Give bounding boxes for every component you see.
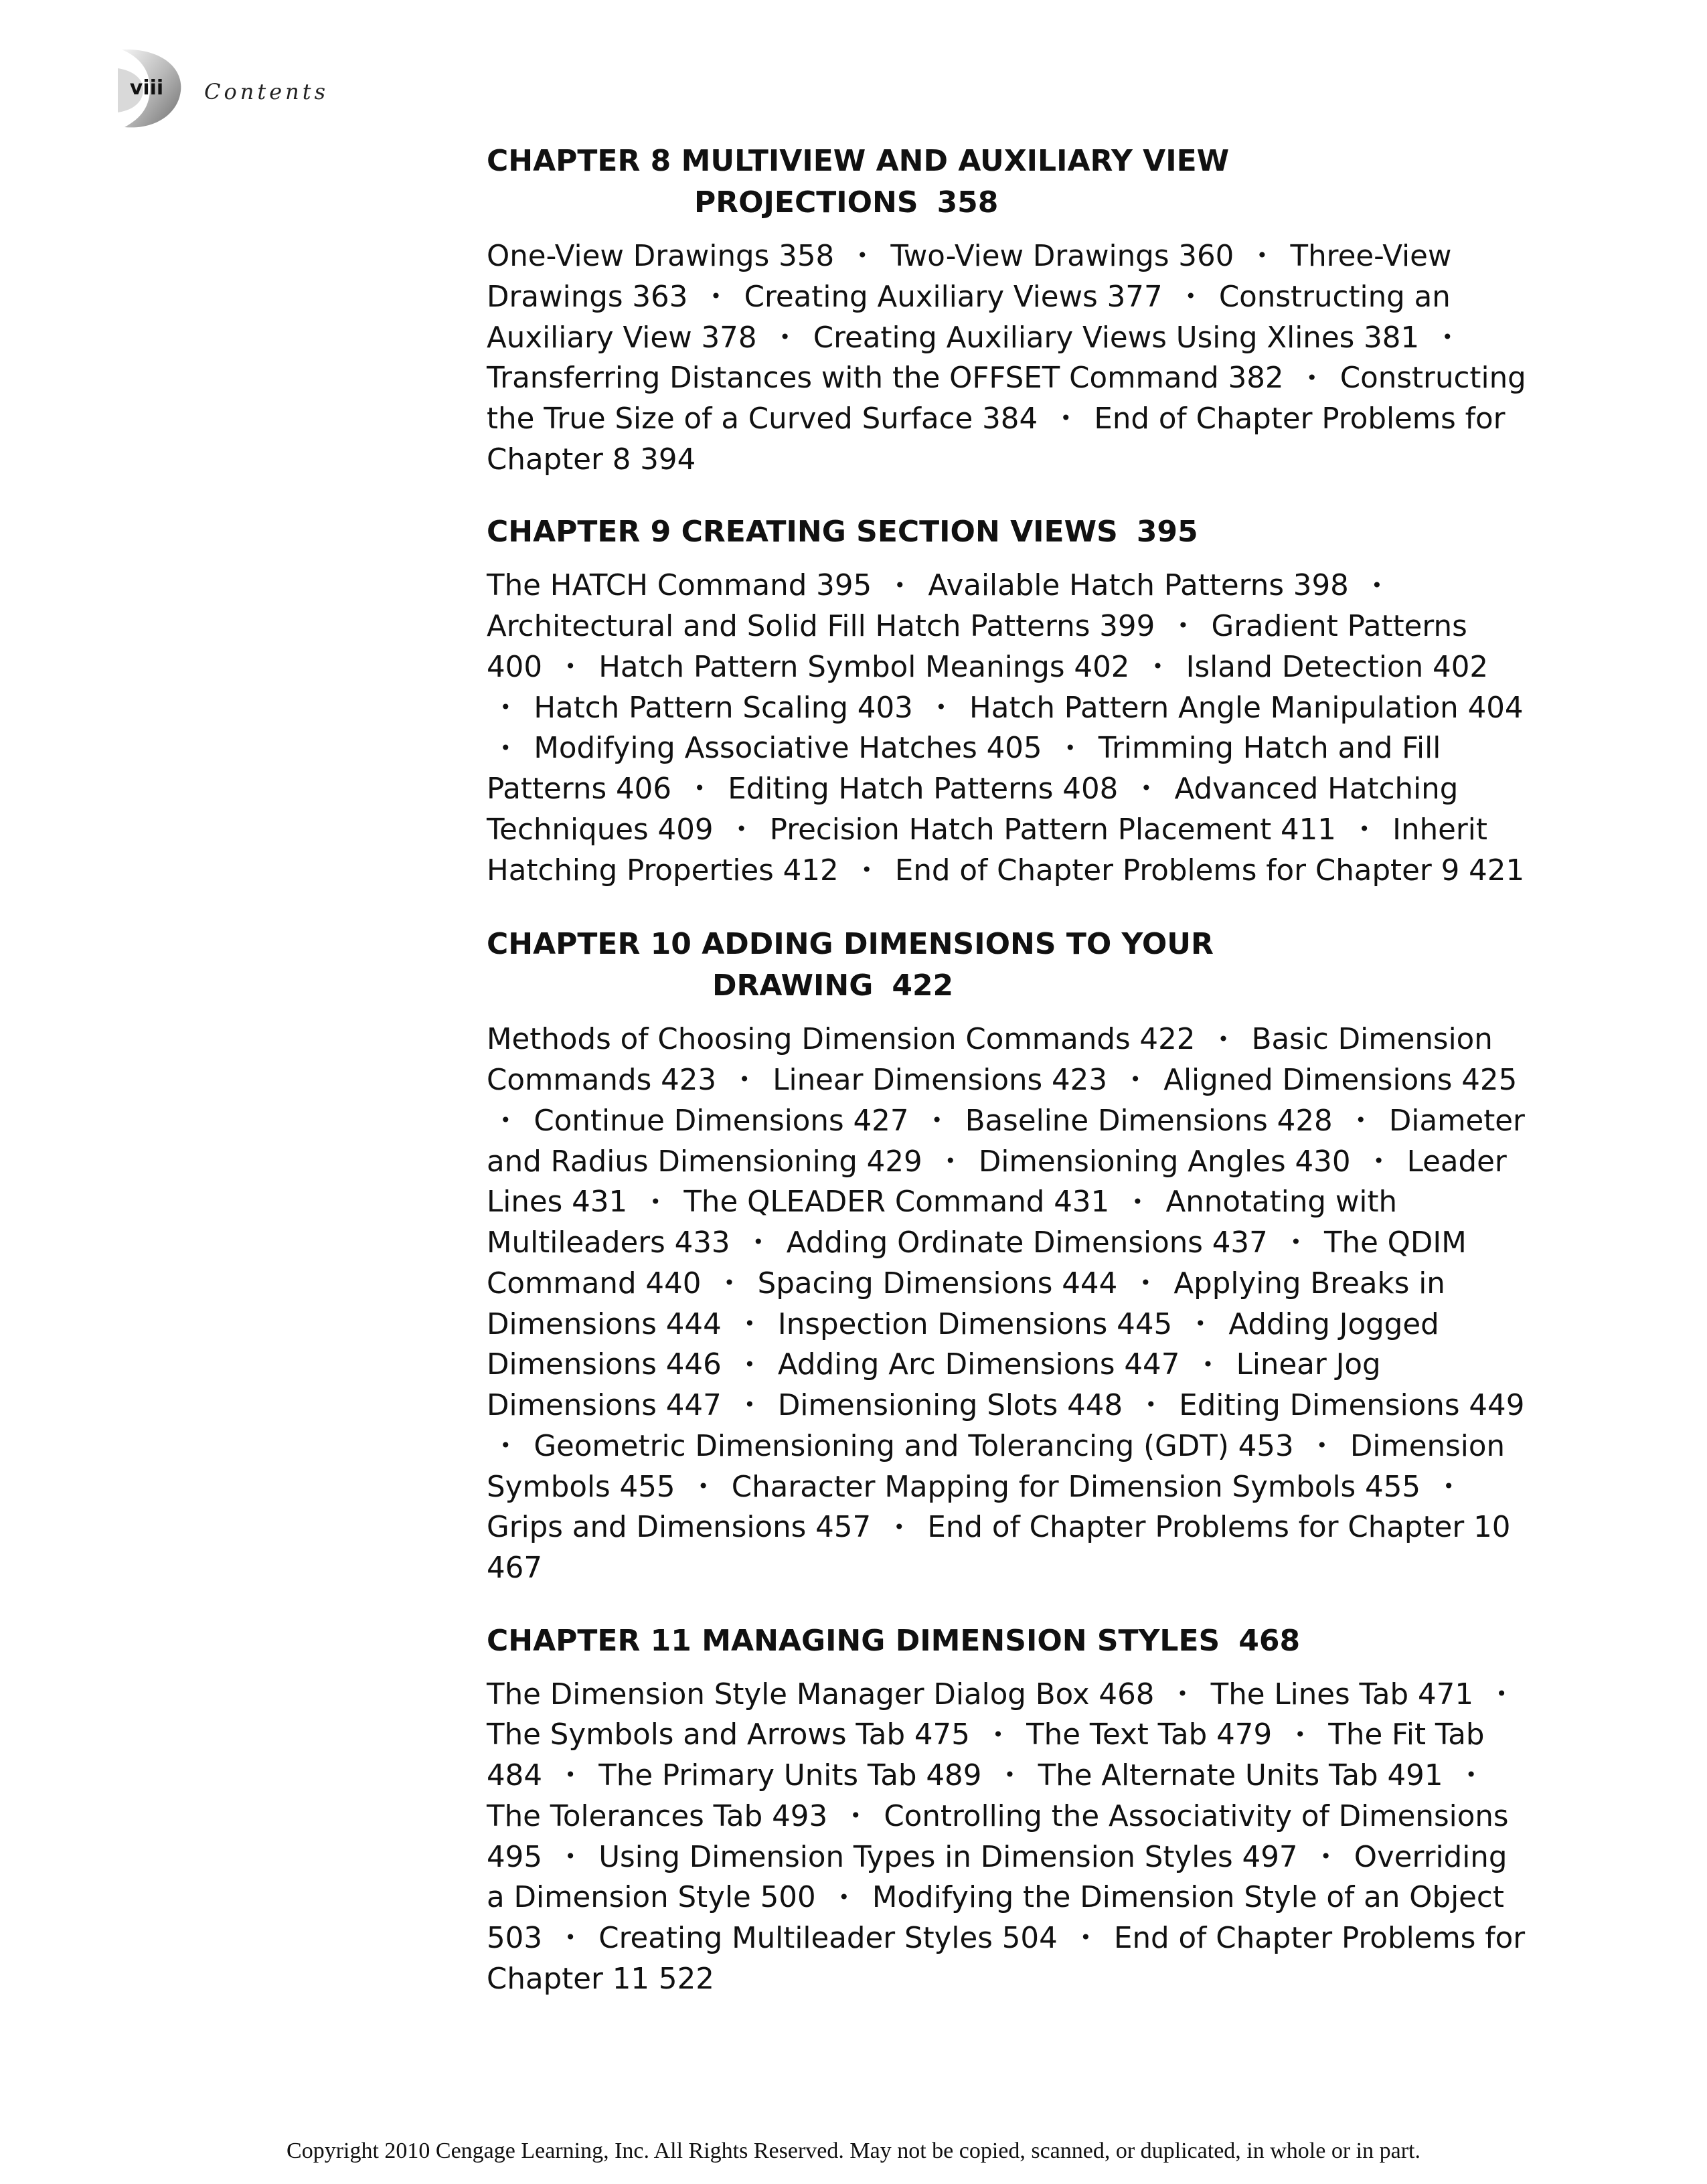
bullet-separator-icon: • [1495,1682,1508,1705]
copyright-notice: Copyright 2010 Cengage Learning, Inc. All Rights Reserved. May not be copied, scanned, or duplicated, in whole or in part. [287,2138,1420,2163]
toc-entry: Three-View Drawings 363 [487,240,1452,314]
bullet-separator-icon: • [744,1353,756,1375]
toc-entry: Diameter and Radius Dimensioning 429 [487,1104,1525,1179]
toc-entry: Leader Lines 431 [487,1145,1507,1220]
toc-entry: Using Dimension Types in Dimension Styles 497 [598,1840,1298,1874]
toc-entry: Linear Jog Dimensions 447 [487,1348,1381,1422]
chapter-title-line1: CHAPTER 8 MULTIVIEW AND AUXILIARY VIEW [487,144,1230,178]
toc-entry: Island Detection 402 [1186,650,1489,684]
bullet-separator-icon: • [894,1515,905,1538]
bullet-separator-icon: • [1064,736,1076,759]
bullet-separator-icon: • [500,1109,511,1131]
bullet-separator-icon: • [1290,1231,1302,1254]
toc-entry: Constructing the True Size of a Curved Surface 384 [487,361,1526,436]
chapter-title-line2-text: PROJECTIONS [694,185,918,220]
toc-entry: Modifying Associative Hatches 405 [534,732,1042,766]
bullet-separator-icon: • [1202,1353,1214,1375]
bullet-separator-icon: • [1152,655,1163,677]
toc-entry: Editing Hatch Patterns 408 [728,772,1119,806]
bullet-separator-icon: • [945,1149,957,1172]
chapter-page-number: 358 [937,185,999,220]
chapter-title-line1: CHAPTER 10 ADDING DIMENSIONS TO YOUR [487,927,1214,962]
toc-entry: Annotating with Multileaders 433 [487,1185,1398,1260]
toc-entry: Adding Jogged Dimensions 446 [487,1307,1439,1382]
bullet-separator-icon: • [1195,1312,1206,1335]
bullet-separator-icon: • [1465,1764,1477,1786]
toc-entry: Applying Breaks in Dimensions 444 [487,1266,1445,1341]
bullet-separator-icon: • [738,1068,750,1091]
toc-entry: End of Chapter Problems for Chapter 8 394 [487,402,1506,477]
chapter-title [487,1620,1531,1662]
toc-entry: The QDIM Command 440 [487,1226,1467,1300]
chapter-9 [487,511,1531,892]
toc-entry: Geometric Dimensioning and Tolerancing (GDT) 453 [534,1429,1294,1463]
toc-entry: The Lines Tab 471 [1210,1677,1474,1711]
chapter-page-number: 395 [1136,515,1198,550]
toc-entry: Inspection Dimensions 445 [777,1307,1173,1341]
toc-entry: Transferring Distances with the OFFSET Command 382 [487,361,1284,396]
toc-entry: Hatch Pattern Symbol Meanings 402 [598,650,1130,684]
chapter-entries [487,566,1531,892]
toc-entry: End of Chapter Problems for Chapter 11 522 [487,1922,1526,1996]
page-number: viii [129,76,164,100]
chapter-page-number: 422 [892,969,954,1003]
toc-entry: One-View Drawings 358 [487,240,835,273]
toc-entry: Linear Dimensions 423 [773,1064,1108,1097]
bullet-separator-icon: • [650,1190,661,1213]
toc-content [487,141,1531,2031]
toc-entry: The Text Tab 479 [1026,1718,1273,1752]
bullet-separator-icon: • [1294,1723,1306,1746]
bullet-separator-icon: • [694,777,706,800]
toc-entry: Dimensioning Angles 430 [978,1145,1351,1179]
bullet-separator-icon: • [1218,1027,1229,1050]
bullet-separator-icon: • [935,695,947,718]
chapter-title [487,511,1531,553]
bullet-separator-icon: • [752,1231,764,1254]
toc-entry: The HATCH Command 395 [487,569,872,603]
bullet-separator-icon: • [710,285,722,307]
toc-entry: Adding Arc Dimensions 447 [777,1348,1180,1382]
bullet-separator-icon: • [1145,1394,1157,1416]
toc-entry: Methods of Choosing Dimension Commands 422 [487,1023,1196,1057]
toc-entry: Grips and Dimensions 457 [487,1511,872,1545]
bullet-separator-icon: • [1371,574,1383,596]
chapter-title-line2 [487,182,1531,224]
toc-entry: Hatch Pattern Angle Manipulation 404 [969,691,1524,725]
toc-entry: Character Mapping for Dimension Symbols 455 [731,1470,1421,1504]
toc-entry: Aligned Dimensions 425 [1163,1064,1518,1097]
toc-entry: Spacing Dimensions 444 [757,1266,1118,1300]
running-head: Contents [204,79,329,104]
bullet-separator-icon: • [724,1272,735,1294]
bullet-separator-icon: • [1320,1845,1331,1867]
bullet-separator-icon: • [744,1312,756,1335]
bullet-separator-icon: • [564,1926,576,1949]
chapter-title [487,141,1531,224]
chapter-title-line2 [487,965,1531,1007]
chapter-8 [487,141,1531,479]
chapter-page-number: 468 [1238,1623,1301,1658]
toc-entry: Adding Ordinate Dimensions 437 [786,1226,1268,1260]
toc-entry: The Dimension Style Manager Dialog Box 468 [487,1677,1155,1711]
toc-entry: Creating Multileader Styles 504 [598,1922,1058,1955]
bullet-separator-icon: • [564,1845,576,1867]
toc-entry: Available Hatch Patterns 398 [928,569,1349,603]
toc-entry: Advanced Hatching Techniques 409 [487,772,1459,847]
toc-entry: The Tolerances Tab 493 [487,1799,828,1833]
bullet-separator-icon: • [1441,325,1453,348]
toc-entry: The Symbols and Arrows Tab 475 [487,1718,970,1752]
toc-entry: End of Chapter Problems for Chapter 10 467 [487,1511,1511,1585]
toc-entry: Baseline Dimensions 428 [965,1104,1333,1138]
bullet-separator-icon: • [564,655,576,677]
bullet-separator-icon: • [744,1394,756,1416]
chapter-title-line2-text: DRAWING [712,969,874,1003]
toc-entry: Architectural and Solid Fill Hatch Patterns 399 [487,610,1155,643]
bullet-separator-icon: • [857,244,868,267]
toc-entry: End of Chapter Problems for Chapter 9 421 [894,853,1525,888]
bullet-separator-icon: • [779,325,791,348]
bullet-separator-icon: • [1080,1926,1092,1949]
bullet-separator-icon: • [838,1885,849,1908]
bullet-separator-icon: • [698,1475,709,1497]
toc-entry: Dimensioning Slots 448 [777,1389,1123,1422]
bullet-separator-icon: • [849,1804,862,1827]
toc-entry: Editing Dimensions 449 [1179,1389,1525,1422]
toc-entry: The QLEADER Command 431 [683,1185,1110,1220]
toc-entry: Gradient Patterns 400 [487,610,1467,684]
toc-entry: Two-View Drawings 360 [890,240,1234,273]
bullet-separator-icon: • [500,695,511,718]
bullet-separator-icon: • [1140,1272,1151,1294]
bullet-separator-icon: • [1358,818,1370,840]
toc-entry: Hatch Pattern Scaling 403 [534,691,913,725]
chapter-11 [487,1620,1531,1999]
toc-entry: Basic Dimension Commands 423 [487,1023,1493,1097]
toc-entry: Inherit Hatching Properties 412 [487,813,1487,888]
bullet-separator-icon: • [736,818,747,840]
toc-entry: Precision Hatch Pattern Placement 411 [769,813,1336,847]
toc-entry: Modifying the Dimension Style of an Object 503 [487,1881,1504,1955]
toc-entry: Continue Dimensions 427 [534,1104,909,1138]
bullet-separator-icon: • [1177,1682,1188,1705]
toc-entry: Constructing an Auxiliary View 378 [487,280,1451,355]
bullet-separator-icon: • [1141,777,1152,800]
page-header [100,47,368,134]
toc-entry: The Fit Tab 484 [487,1718,1485,1792]
chapter-title-line1: CHAPTER 11 MANAGING DIMENSION STYLES [487,1623,1220,1658]
chapter-10 [487,924,1531,1588]
bullet-separator-icon: • [1004,1764,1015,1786]
chapter-entries [487,237,1531,479]
toc-entry: The Alternate Units Tab 491 [1038,1759,1443,1792]
bullet-separator-icon: • [931,1109,943,1131]
bullet-separator-icon: • [1129,1068,1141,1091]
bullet-separator-icon: • [1443,1475,1455,1497]
bullet-separator-icon: • [500,1434,511,1456]
bullet-separator-icon: • [1306,366,1317,389]
chapter-entries [487,1675,1531,1999]
bullet-separator-icon: • [1132,1190,1143,1213]
toc-entry: Creating Auxiliary Views Using Xlines 381 [813,321,1420,355]
bullet-separator-icon: • [1060,407,1072,430]
toc-entry: Dimension Symbols 455 [487,1429,1506,1504]
bullet-separator-icon: • [1177,614,1189,637]
bullet-separator-icon: • [1185,285,1196,307]
toc-entry: The Primary Units Tab 489 [598,1759,982,1792]
toc-entry: Overriding a Dimension Style 500 [487,1840,1508,1915]
bullet-separator-icon: • [894,574,906,596]
bullet-separator-icon: • [1373,1149,1384,1172]
toc-entry: Trimming Hatch and Fill Patterns 406 [487,732,1441,806]
chapter-title-line1: CHAPTER 9 CREATING SECTION VIEWS [487,515,1118,550]
chapter-title [487,924,1531,1007]
bullet-separator-icon: • [992,1723,1004,1746]
toc-entry: Creating Auxiliary Views 377 [744,280,1163,314]
bullet-separator-icon: • [1355,1109,1367,1131]
toc-entry: Controlling the Associativity of Dimensions 495 [487,1799,1509,1874]
bullet-separator-icon: • [564,1764,576,1786]
bullet-separator-icon: • [500,736,511,759]
chapter-entries [487,1020,1531,1588]
bullet-separator-icon: • [861,858,873,881]
bullet-separator-icon: • [1316,1434,1327,1456]
bullet-separator-icon: • [1256,244,1268,267]
